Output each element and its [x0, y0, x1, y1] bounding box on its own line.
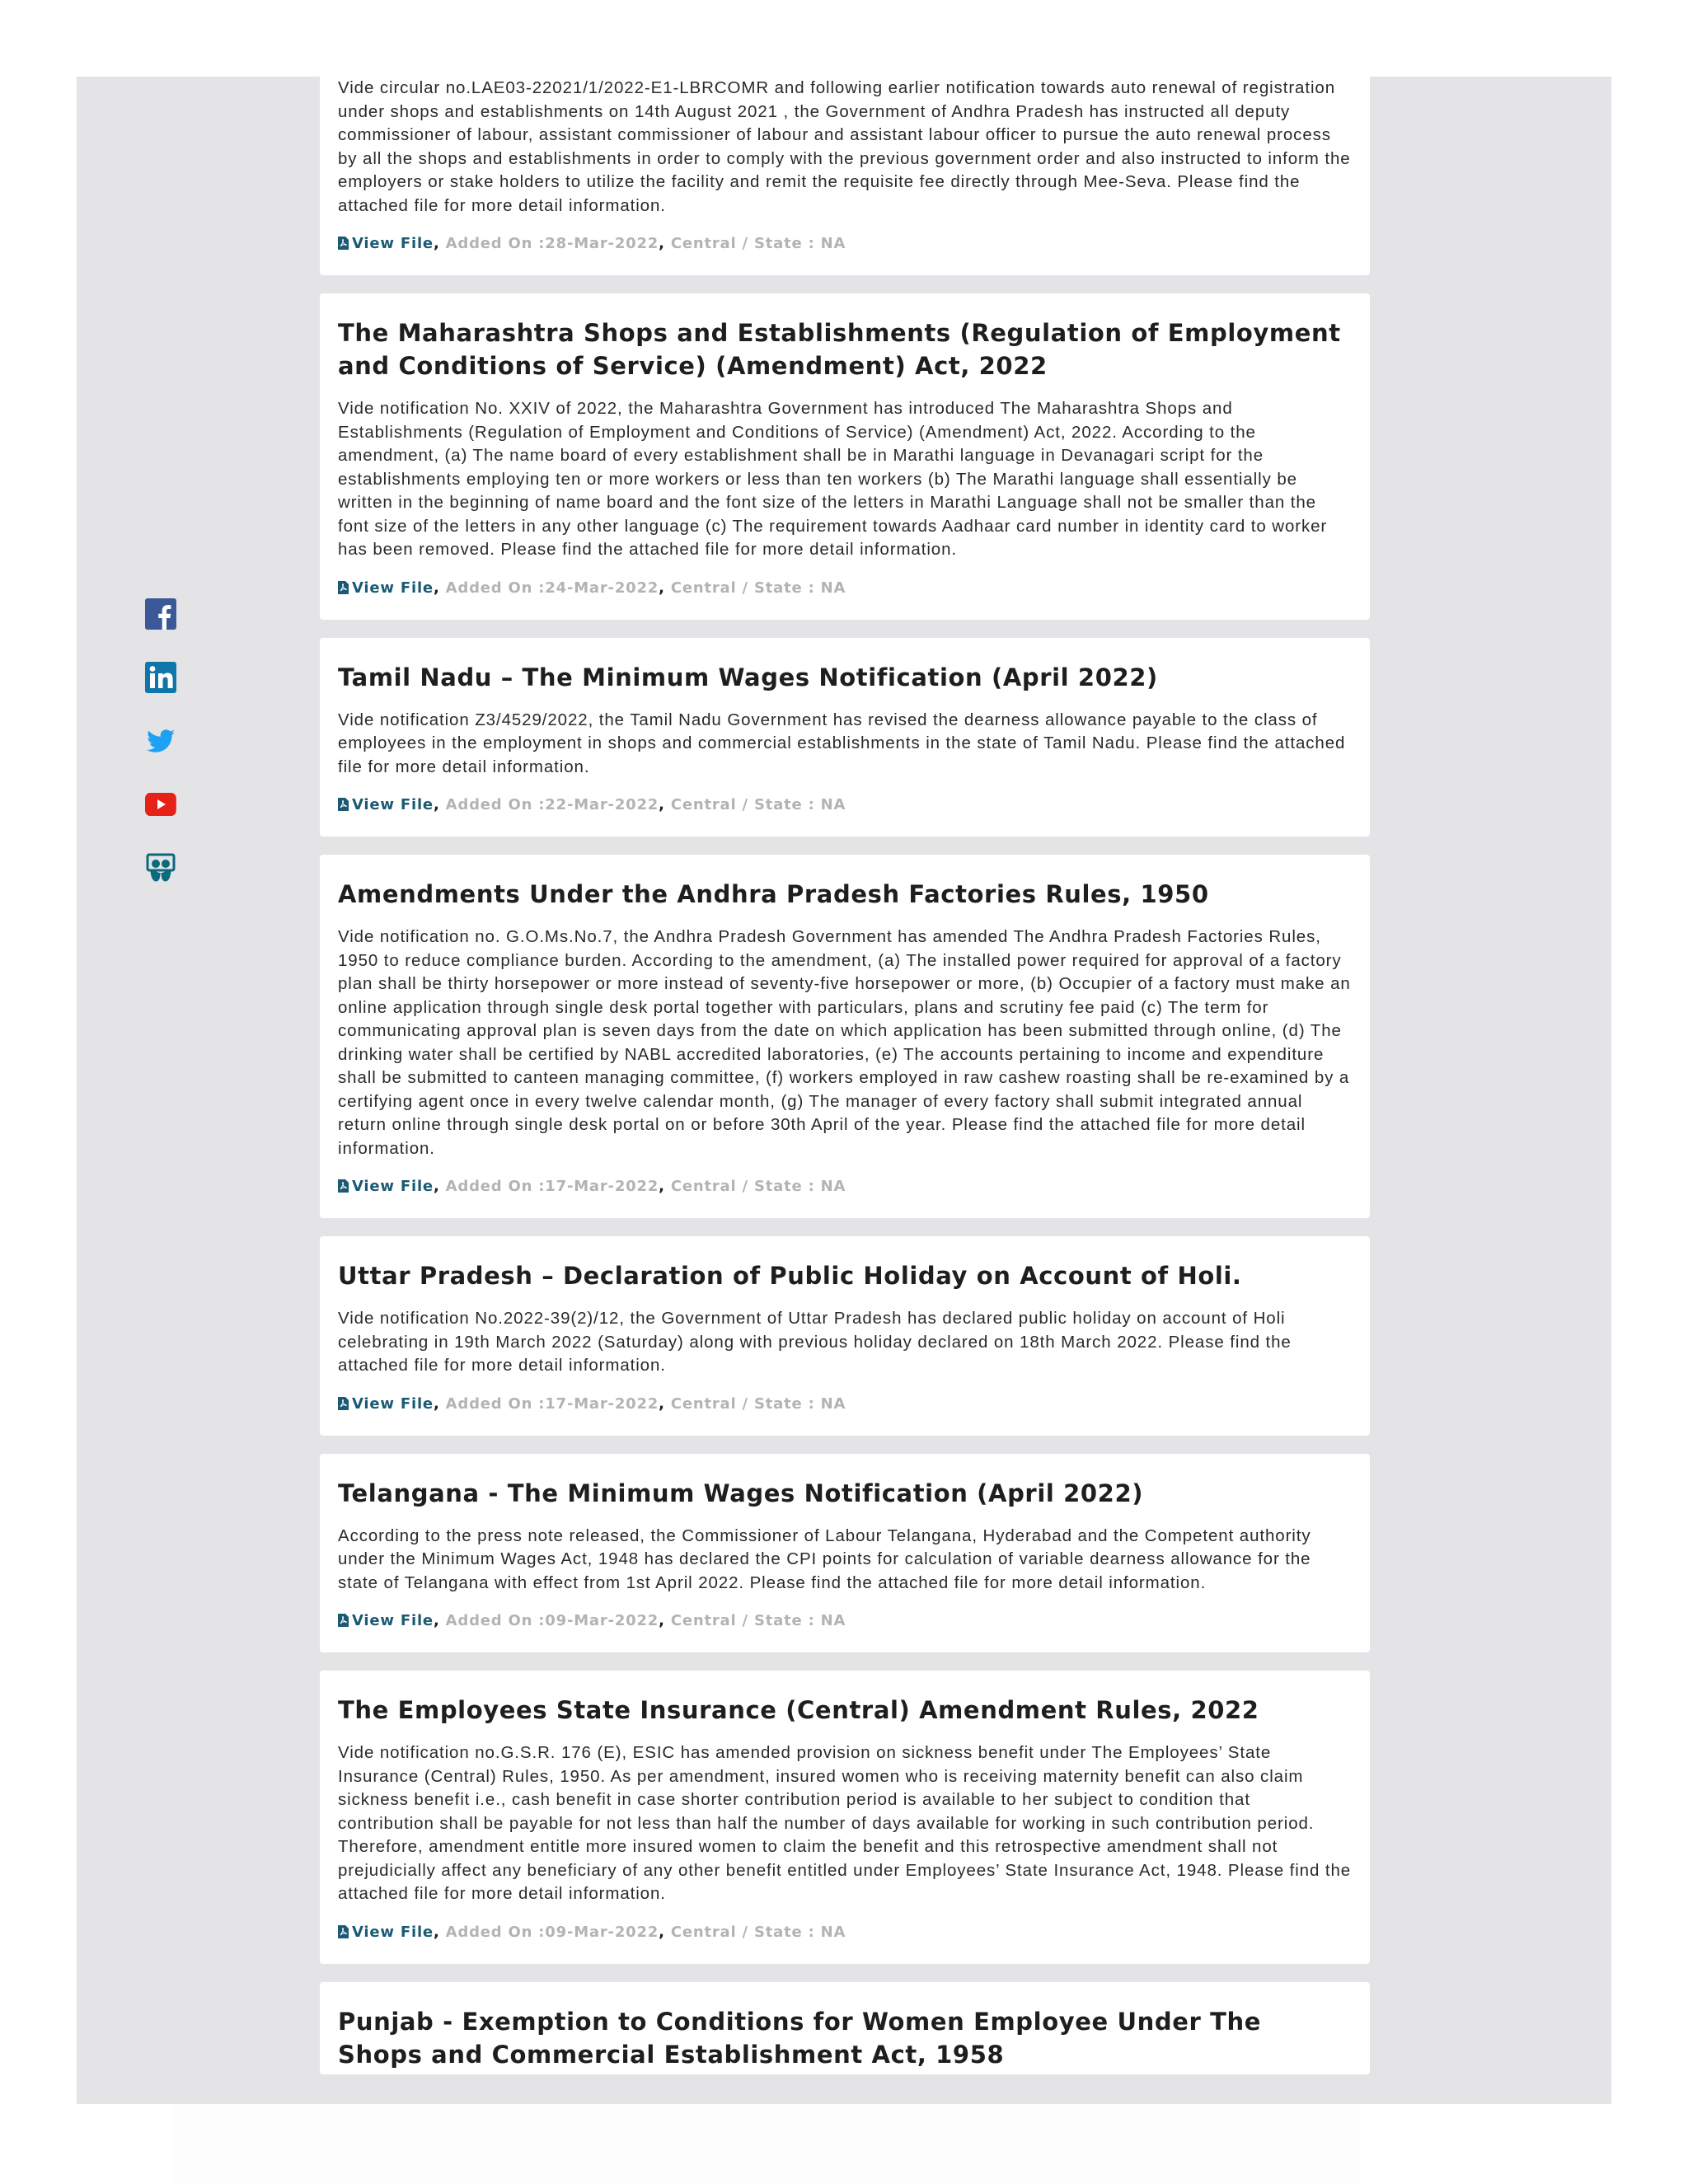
news-card	[320, 855, 1370, 1218]
pdf-file-icon	[338, 1925, 349, 1938]
news-card	[320, 77, 1370, 275]
view-file-label: View File	[352, 1612, 434, 1629]
meta-separator: ,	[659, 1923, 665, 1941]
news-meta	[338, 1394, 1352, 1414]
view-file-label: View File	[352, 1178, 434, 1195]
meta-separator: ,	[433, 1394, 440, 1413]
news-body: Vide circular no.LAE03-22021/1/2022-E1-LBRCOMR and following earlier notification towards auto renewal of registration under shops and establishments on 14th August 2021 , the Government of Andhra Pradesh has instructed all deputy commissioner of labour, assistant commissioner of labour and assistant labour officer to pursue the auto renewal process by all the shops and establishments in order to comply with the previous government order and also instructed to inform the employers or stake holders to utilize the facility and remit the requisite fee directly through Mee-Seva. Please find the attached file for more detail information.	[338, 78, 1351, 215]
news-card	[320, 1982, 1370, 2074]
news-meta	[338, 1923, 1352, 1943]
meta-separator: ,	[659, 1394, 665, 1413]
pdf-file-icon	[338, 798, 349, 811]
added-date: Added On :22-Mar-2022	[445, 796, 659, 813]
pdf-file-icon	[338, 1397, 349, 1410]
news-title: Punjab - Exemption to Conditions for Women Employee Under The Shops and Commercial Establishment Act, 1958	[338, 2007, 1261, 2069]
meta-separator: ,	[659, 235, 665, 252]
added-date: Added On :09-Mar-2022	[445, 1612, 659, 1629]
scope-label: Central / State : NA	[670, 1394, 846, 1413]
view-file-link[interactable]	[338, 1612, 434, 1629]
added-date: Added On :17-Mar-2022	[445, 1178, 659, 1195]
view-file-link[interactable]	[338, 1178, 434, 1195]
news-title: Telangana - The Minimum Wages Notification (April 2022)	[338, 1479, 1144, 1507]
scope-label: Central / State : NA	[670, 235, 846, 252]
pdf-file-icon	[338, 581, 349, 594]
pdf-file-icon	[338, 237, 349, 250]
scope-label: Central / State : NA	[670, 796, 846, 813]
news-title: The Employees State Insurance (Central) Amendment Rules, 2022	[338, 1696, 1259, 1724]
facebook-icon	[145, 598, 176, 630]
meta-separator: ,	[659, 579, 665, 597]
meta-separator: ,	[659, 1178, 665, 1195]
news-meta	[338, 579, 1352, 598]
news-body: Vide notification no.G.S.R. 176 (E), ESIC has amended provision on sickness benefit under The Employees’ State Insurance (Central) Rules, 1950. As per amendment, insured women who is receiving maternity benefit can also claim sickness benefit i.e., cash benefit in case shorter contribution period is available to her subject to condition that contribution shall be payable for not less than half the number of days available for working in such contribution period. Therefore, amendment entitle more insured women to claim the benefit and this retrospective amendment shall not prejudicially affect any beneficiary of any other benefit entitled under Employees’ State Insurance Act, 1948. Please find the attached file for more detail information.	[338, 1743, 1352, 1903]
view-file-label: View File	[352, 796, 434, 813]
youtube-link[interactable]	[145, 789, 176, 820]
social-links	[145, 598, 181, 916]
meta-separator: ,	[433, 1178, 440, 1195]
view-file-label: View File	[352, 1394, 434, 1413]
facebook-link[interactable]	[145, 598, 176, 630]
added-date: Added On :17-Mar-2022	[445, 1394, 659, 1413]
news-body: Vide notification Z3/4529/2022, the Tamil Nadu Government has revised the dearness allowance payable to the class of employees in the employment in shops and commercial establishments in the state of Tamil Nadu. Please find the attached file for more detail information.	[338, 710, 1346, 776]
view-file-link[interactable]	[338, 1924, 434, 1941]
linkedin-icon	[145, 662, 176, 693]
view-file-label: View File	[352, 1923, 434, 1941]
news-card	[320, 1236, 1370, 1436]
meta-separator: ,	[659, 1612, 665, 1629]
news-body: Vide notification No.2022-39(2)/12, the Government of Uttar Pradesh has declared public holiday on account of Holi celebrating in 19th March 2022 (Saturday) along with previous holiday declared on 18th March 2022. Please find the attached file for more detail information.	[338, 1309, 1292, 1375]
news-meta	[338, 1611, 1352, 1631]
news-card	[320, 1671, 1370, 1964]
slideshare-icon	[145, 852, 176, 883]
news-meta	[338, 795, 1352, 815]
news-card	[320, 293, 1370, 620]
pdf-file-icon	[338, 1179, 349, 1193]
news-meta	[338, 234, 1352, 254]
news-card	[320, 1454, 1370, 1653]
slideshare-link[interactable]	[145, 852, 176, 883]
news-body: Vide notification no. G.O.Ms.No.7, the Andhra Pradesh Government has amended The Andhra Pradesh Factories Rules, 1950 to reduce compliance burden. According to the amendment, (a) The installed power required for approval of a factory plan shall be thirty horsepower or more instead of seventy-five horsepower or more, (b) Occupier of a factory must make an online application through single desk portal together with particulars, plans and scrutiny fee paid (c) The term for communicating approval plan is seven days from the date on which application has been submitted through online, (d) The drinking water shall be certified by NABL accredited laboratories, (e) The accounts pertaining to income and expenditure shall be submitted to canteen managing committee, (f) workers employed in raw cashew roasting shall be re-examined by a certifying agent once in every twelve calendar month, (g) The manager of every factory shall submit integrated annual return online through single desk portal on or before 30th April of the year. Please find the attached file for more detail information.	[338, 927, 1351, 1158]
meta-separator: ,	[433, 1923, 440, 1941]
linkedin-link[interactable]	[145, 662, 176, 693]
meta-separator: ,	[433, 796, 440, 813]
page-footer-area	[173, 2104, 1360, 2184]
added-date: Added On :24-Mar-2022	[445, 579, 659, 597]
meta-separator: ,	[433, 579, 440, 597]
news-title: Tamil Nadu – The Minimum Wages Notification (April 2022)	[338, 663, 1158, 691]
news-title: Uttar Pradesh – Declaration of Public Holiday on Account of Holi.	[338, 1262, 1242, 1290]
youtube-icon	[145, 789, 176, 820]
view-file-link[interactable]	[338, 235, 434, 252]
news-meta	[338, 1177, 1352, 1197]
scope-label: Central / State : NA	[670, 1923, 846, 1941]
view-file-link[interactable]	[338, 796, 434, 813]
news-body: Vide notification No. XXIV of 2022, the Maharashtra Government has introduced The Maharashtra Shops and Establishments (Regulation of Employment and Conditions of Service) (Amendment) Act, 2022. According to the amendment, (a) The name board of every establishment shall be in Marathi language in Devanagari script for the establishments employing ten or more workers or less than ten workers (b) The Marathi language shall essentially be written in the beginning of name board and the font size of the letters in Marathi Language shall not be smaller than the font size of the letters in any other language (c) The requirement towards Aadhaar card number in identity card to worker has been removed. Please find the attached file for more detail information.	[338, 399, 1328, 559]
scope-label: Central / State : NA	[670, 1612, 846, 1629]
added-date: Added On :09-Mar-2022	[445, 1923, 659, 1941]
pdf-file-icon	[338, 1614, 349, 1627]
view-file-label: View File	[352, 579, 434, 597]
news-body: According to the press note released, the Commissioner of Labour Telangana, Hyderabad and the Competent authority under the Minimum Wages Act, 1948 has declared the CPI points for calculation of variable dearness allowance for the state of Telangana with effect from 1st April 2022. Please find the attached file for more detail information.	[338, 1526, 1311, 1592]
view-file-label: View File	[352, 235, 434, 252]
news-card	[320, 638, 1370, 837]
news-feed	[320, 77, 1370, 2074]
view-file-link[interactable]	[338, 1395, 434, 1413]
meta-separator: ,	[433, 1612, 440, 1629]
twitter-link[interactable]	[145, 725, 176, 757]
news-title: The Maharashtra Shops and Establishments (Regulation of Employment and Conditions of Service) (Amendment) Act, 2022	[338, 319, 1341, 380]
meta-separator: ,	[659, 796, 665, 813]
news-title: Amendments Under the Andhra Pradesh Factories Rules, 1950	[338, 880, 1209, 908]
scope-label: Central / State : NA	[670, 1178, 846, 1195]
meta-separator: ,	[433, 235, 440, 252]
scope-label: Central / State : NA	[670, 579, 846, 597]
view-file-link[interactable]	[338, 579, 434, 597]
twitter-icon	[145, 725, 176, 757]
added-date: Added On :28-Mar-2022	[445, 235, 659, 252]
